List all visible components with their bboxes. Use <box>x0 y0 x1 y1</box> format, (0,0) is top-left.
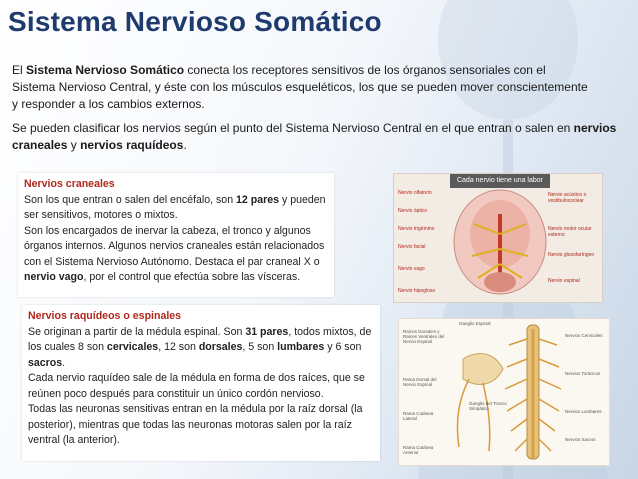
cranial-text-1: Son los que entran o salen del encéfalo, son 12 pares y pueden ser sensitivos, motores o mixtos. <box>24 193 326 221</box>
label-raices: Raíces Dorsales y Raíces Ventrales del Nervio Espinal <box>403 329 445 344</box>
spinal-heading: Nervios raquídeos o espinales <box>28 310 182 322</box>
label-hipogloso: Nervio hipogloso <box>398 288 436 294</box>
cranial-heading: Nervios craneales <box>24 178 115 190</box>
label-vago: Nervio vago <box>398 266 425 272</box>
page-title: Sistema Nervioso Somático <box>8 6 382 37</box>
label-glosofaringeo: Nervio glosofaríngeo <box>548 252 595 258</box>
intro-paragraph: El Sistema Nervioso Somático conecta los receptores sensitivos de los órganos sensoriales con el Sistema Nervioso Central, y éste con los músculos esqueléticos, los que se pueden mover conscientemente y responder a los cambios externos. <box>12 63 588 111</box>
cranial-nerves-illustration <box>393 173 603 303</box>
label-trigemino: Nervio trigémino <box>398 226 435 232</box>
label-ganglio-espinal: Ganglio Espinal <box>459 321 491 326</box>
label-optico: Nervio óptico <box>398 208 428 214</box>
label-rama-lateral: Rama Cutánea Lateral <box>403 411 434 421</box>
spinal-text-2: Cada nervio raquídeo sale de la médula en forma de dos raíces, que se reúnen poco después para constituir un único cordón nervioso. <box>28 372 365 400</box>
label-toracicos: Nervios Torácicos <box>565 371 601 376</box>
label-rama-anterior: Rama Cutánea Anterior <box>403 445 434 455</box>
classification-paragraph: Se pueden clasificar los nervios según el punto del Sistema Nervioso Central en el que entran o salen en nervios craneales y nervios raquídeos. <box>12 121 617 152</box>
cranial-text-2: Son los encargados de inervar la cabeza, el tronco y algunos órganos internos. Algunos nervios craneales están relacionados con el Sistema Nervioso Autónomo. Destaca el par craneal X o nervio vago, por el control que efectúa sobre las vísceras. <box>24 224 325 283</box>
label-sacros: Nervios Sacros <box>565 437 596 442</box>
spinal-nerves-illustration <box>398 318 610 466</box>
spinal-nerves-box <box>22 305 380 461</box>
cranial-nerves-box <box>18 173 334 297</box>
illustration-banner: Cada nervio tiene una labor <box>450 174 550 188</box>
label-acustico: Nervio acústico o vestibulococlear <box>548 192 587 204</box>
label-espinal: Nervio espinal <box>548 278 580 284</box>
spinal-text-1: Se originan a partir de la médula espinal. Son 31 pares, todos mixtos, de los cuales 8 son cervicales, 12 son dorsales, 5 son lumbares y 6 son sacros. <box>28 325 372 369</box>
label-motor-ocular: Nervio motor ocular externo <box>548 226 592 238</box>
label-olfatorio: Nervio olfatorio <box>398 190 432 196</box>
spinal-text-3: Todas las neuronas sensitivas entran en la médula por la raíz dorsal (la posterior), mientras que todas las neuronas motoras salen por la raíz ventral (la anterior). <box>28 403 363 446</box>
label-lumbares: Nervios Lumbares <box>565 409 602 414</box>
label-cervicales: Nervios Cervicales <box>565 333 603 338</box>
label-ganglio-tronco: Ganglio del Tronco Simpático <box>469 401 507 411</box>
label-facial: Nervio facial <box>398 244 426 250</box>
label-rama-dorsal: Rama Dorsal del Nervio Espinal <box>403 377 437 387</box>
